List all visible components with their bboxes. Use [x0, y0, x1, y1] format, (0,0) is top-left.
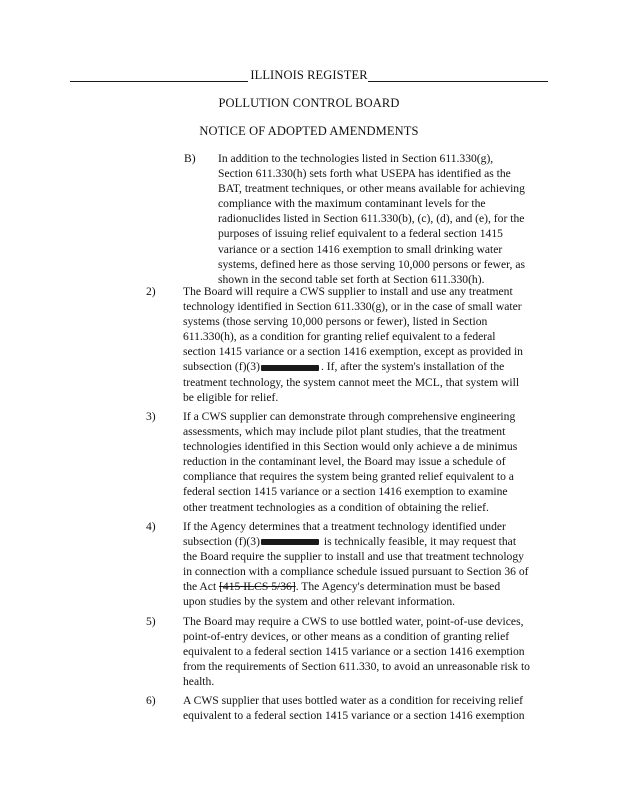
- item-2-label: 2): [146, 285, 156, 298]
- item-4-label: 4): [146, 520, 156, 533]
- item-4-line: in connection with a compliance schedule issued pursuant to Section 36 of: [183, 565, 529, 579]
- struck-citation: [415 ILCS 5/36]: [219, 580, 296, 594]
- item-3-line: other treatment technologies as a condition of obtaining the relief.: [183, 500, 489, 514]
- redaction-mark: [261, 539, 319, 545]
- item-2-subsection-ref: subsection (f)(3): [183, 360, 260, 374]
- item-5-line: point-of-entry devices, or other means as a condition of granting relief: [183, 630, 510, 644]
- item-5-line: equivalent to a federal section 1415 variance or a section 1416 exemption: [183, 645, 525, 659]
- header-rule-right: [368, 81, 548, 82]
- register-title: ILLINOIS REGISTER: [250, 68, 368, 82]
- item-4-paragraph: [183, 519, 553, 610]
- item-5-label: 5): [146, 615, 156, 628]
- redaction-mark: [261, 365, 319, 371]
- item-5-line: health.: [183, 675, 215, 689]
- item-b-paragraph: [218, 151, 548, 287]
- item-2-paragraph: [183, 284, 553, 405]
- item-b-line: Section 611.330(h) sets forth what USEPA has identified as the: [218, 167, 511, 181]
- item-3-line: reduction in the contaminant level, the Board may issue a schedule of: [183, 455, 506, 469]
- item-6-label: 6): [146, 694, 156, 707]
- item-2-line: treatment technology, the system cannot meet the MCL, that system will: [183, 375, 520, 389]
- item-2-line: section 1415 variance or a section 1416 exemption, except as provided in: [183, 345, 523, 359]
- notice-title: NOTICE OF ADOPTED AMENDMENTS: [199, 124, 419, 138]
- item-4-line: the Board require the supplier to install and use that treatment technology: [183, 550, 524, 564]
- item-3-label: 3): [146, 410, 156, 423]
- item-3-line: compliance that requires the system being granted relief equivalent to a: [183, 470, 514, 484]
- item-4-line-tail: . The Agency's determination must be based: [295, 580, 501, 594]
- item-4-line: upon studies by the system and other relevant information.: [183, 595, 456, 609]
- item-4-line-with-redaction: [183, 534, 553, 549]
- item-4-line-with-strikeout: [183, 579, 553, 594]
- item-b-line: shown in the second table set forth at Section 611.330(h).: [218, 272, 485, 286]
- item-2-line-with-redaction: [183, 359, 553, 374]
- item-4-subsection-ref: subsection (f)(3): [183, 535, 260, 549]
- item-b-line: compliance with the maximum contaminant levels for the: [218, 197, 486, 211]
- item-4-act-ref: the Act: [183, 580, 220, 594]
- item-2-line: The Board will require a CWS supplier to install and use any treatment: [183, 285, 513, 298]
- item-2-line-tail: . If, after the system's installation of the: [320, 360, 505, 374]
- item-3-paragraph: [183, 409, 553, 515]
- item-b-line: systems, defined here as those serving 10,000 persons or fewer, as: [218, 257, 526, 271]
- item-5-line: The Board may require a CWS to use bottled water, point-of-use devices,: [183, 615, 524, 628]
- board-title: POLLUTION CONTROL BOARD: [218, 96, 400, 110]
- item-2-line: technology identified in Section 611.330(g), or in the case of small water: [183, 300, 522, 314]
- item-4-line-tail: is technically feasible, it may request that: [320, 535, 517, 549]
- item-5-paragraph: [183, 614, 553, 689]
- item-6-line: A CWS supplier that uses bottled water as a condition for receiving relief: [183, 694, 523, 707]
- item-3-line: federal section 1415 variance or a section 1416 exemption to examine: [183, 485, 508, 499]
- item-3-line: If a CWS supplier can demonstrate through comprehensive engineering: [183, 410, 516, 423]
- item-2-line: 611.330(h), as a condition for granting relief equivalent to a federal: [183, 330, 496, 344]
- item-4-line: If the Agency determines that a treatment technology identified under: [183, 520, 506, 533]
- item-b-line: variance or a section 1416 exemption to small drinking water: [218, 242, 503, 256]
- item-2-line: systems (those serving 10,000 persons or fewer), listed in Section: [183, 315, 488, 329]
- item-6-paragraph: [183, 693, 553, 723]
- item-b-label: B): [184, 152, 196, 165]
- item-b-line: purposes of issuing relief equivalent to a federal section 1415: [218, 227, 503, 241]
- item-5-line: from the requirements of Section 611.330, to avoid an unreasonable risk to: [183, 660, 530, 674]
- item-2-line: be eligible for relief.: [183, 390, 279, 404]
- item-3-line: technologies identified in this Section would only achieve a de minimus: [183, 440, 518, 454]
- item-b-line: BAT, treatment techniques, or other means available for achieving: [218, 182, 525, 196]
- item-3-line: assessments, which may include pilot plant studies, that the treatment: [183, 425, 506, 439]
- item-b-line: In addition to the technologies listed in Section 611.330(g),: [218, 152, 494, 165]
- item-6-line: equivalent to a federal section 1415 variance or a section 1416 exemption: [183, 709, 525, 723]
- item-b-line: radionuclides listed in Section 611.330(b), (c), (d), and (e), for the: [218, 212, 525, 226]
